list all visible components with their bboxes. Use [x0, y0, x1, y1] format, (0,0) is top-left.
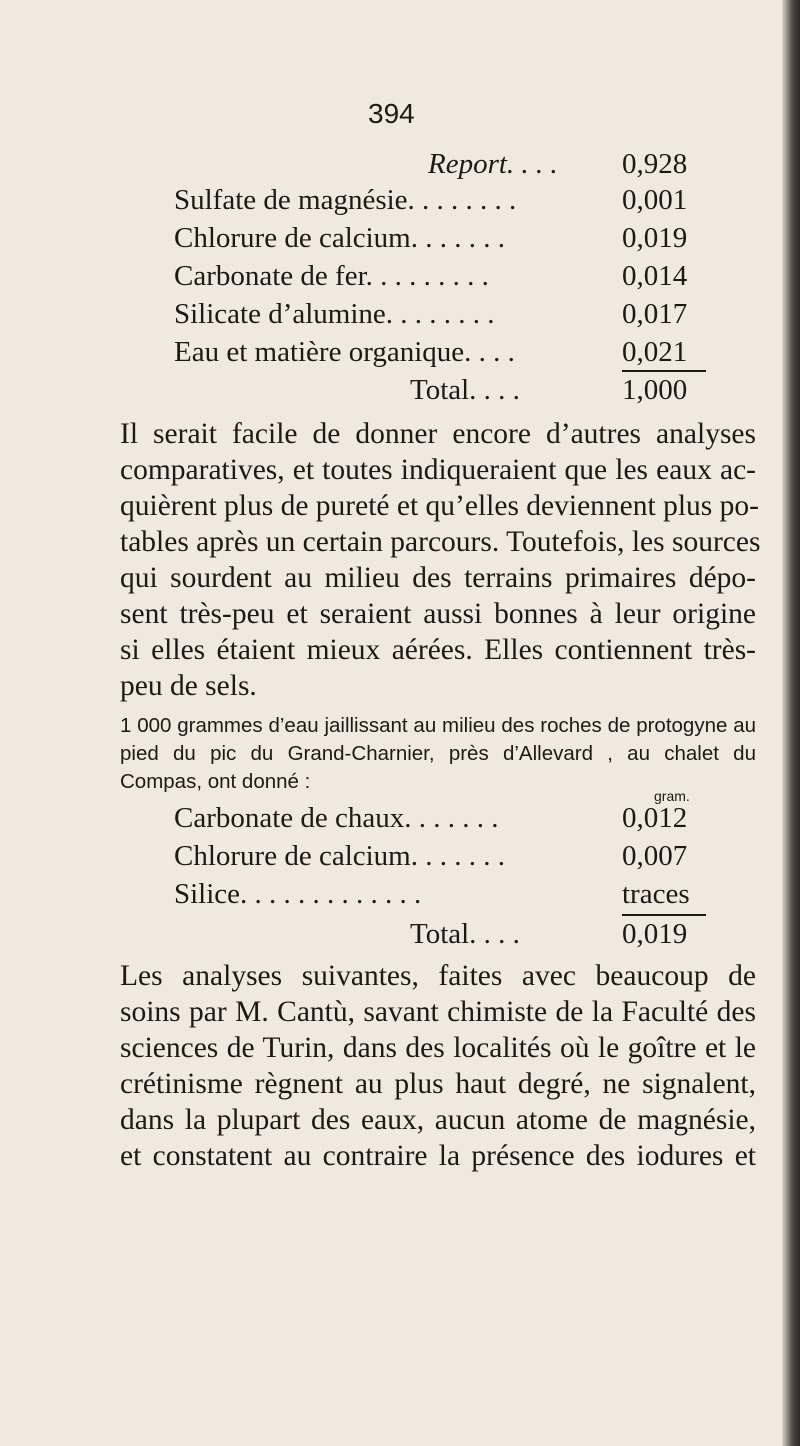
text-line: et constatent au contraire la présence des iodures et [120, 1140, 756, 1172]
table-row-value: 0,007 [622, 840, 688, 872]
total-value: 0,019 [622, 918, 688, 950]
table-row-value: 0,001 [622, 184, 688, 216]
text-line: 1 000 grammes d’eau jaillissant au milieu des roches de protogyne au [120, 714, 756, 737]
text-line: sent très-peu et seraient aussi bonnes à leur origine [120, 598, 756, 630]
unit-label: gram. [654, 788, 690, 804]
table-row-value: 0,017 [622, 298, 688, 330]
table-row-label: Silice. . . . . . . . . . . . . [174, 878, 422, 910]
text-line: Il serait facile de donner encore d’autres analyses [120, 418, 756, 450]
table-row-label: Carbonate de fer. . . . . . . . . [174, 260, 489, 292]
table-row-value: traces [622, 878, 690, 910]
table-row-label: Silicate d’alumine. . . . . . . . [174, 298, 495, 330]
total-label: Total. . . . [410, 918, 520, 950]
table-row-value: 0,019 [622, 222, 688, 254]
page-edge-shadow [782, 0, 800, 1446]
table-row-label: Chlorure de calcium. . . . . . . [174, 840, 505, 872]
text-line: peu de sels. [120, 670, 257, 702]
total-value: 1,000 [622, 374, 688, 406]
paragraph-1 [120, 416, 761, 704]
table-row-value: 0,021 [622, 336, 688, 368]
text-line: soins par M. Cantù, savant chimiste de la Faculté des [120, 996, 756, 1028]
text-line: qui sourdent au milieu des terrains primaires dépo- [120, 562, 756, 594]
table-row-label: Chlorure de calcium. . . . . . . [174, 222, 505, 254]
text-line: quièrent plus de pureté et qu’elles deviennent plus po- [120, 490, 759, 522]
text-line: dans la plupart des eaux, aucun atome de magnésie, [120, 1104, 756, 1136]
text-line: crétinisme règnent au plus haut degré, ne signalent, [120, 1068, 756, 1100]
text-line: pied du pic du Grand-Charnier, près d’Allevard , au chalet du [120, 742, 756, 765]
text-line: tables après un certain parcours. Toutefois, les sources [120, 526, 761, 558]
page-number: 394 [368, 98, 415, 129]
text-line: Compas, ont donné : [120, 770, 311, 793]
text-line: comparatives, et toutes indiqueraient que les eaux ac- [120, 454, 756, 486]
total-label: Total. . . . [410, 374, 520, 406]
table-row-label: Eau et matière organique. . . . [174, 336, 515, 368]
text-line: si elles étaient mieux aérées. Elles contiennent très- [120, 634, 756, 666]
table-row-value: 0,014 [622, 260, 688, 292]
table-row-label: Sulfate de magnésie. . . . . . . . [174, 184, 517, 216]
analysis-note [120, 712, 756, 796]
table-row-label: Carbonate de chaux. . . . . . . [174, 802, 499, 834]
text-line: Les analyses suivantes, faites avec beaucoup de [120, 960, 756, 992]
text-line: sciences de Turin, dans des localités où le goître et le [120, 1032, 756, 1064]
paragraph-2 [120, 958, 756, 1174]
table-row-report-label: Report. . . . [428, 148, 558, 180]
table-row-value: 0,012 [622, 802, 688, 834]
table-row-report-value: 0,928 [622, 148, 688, 180]
